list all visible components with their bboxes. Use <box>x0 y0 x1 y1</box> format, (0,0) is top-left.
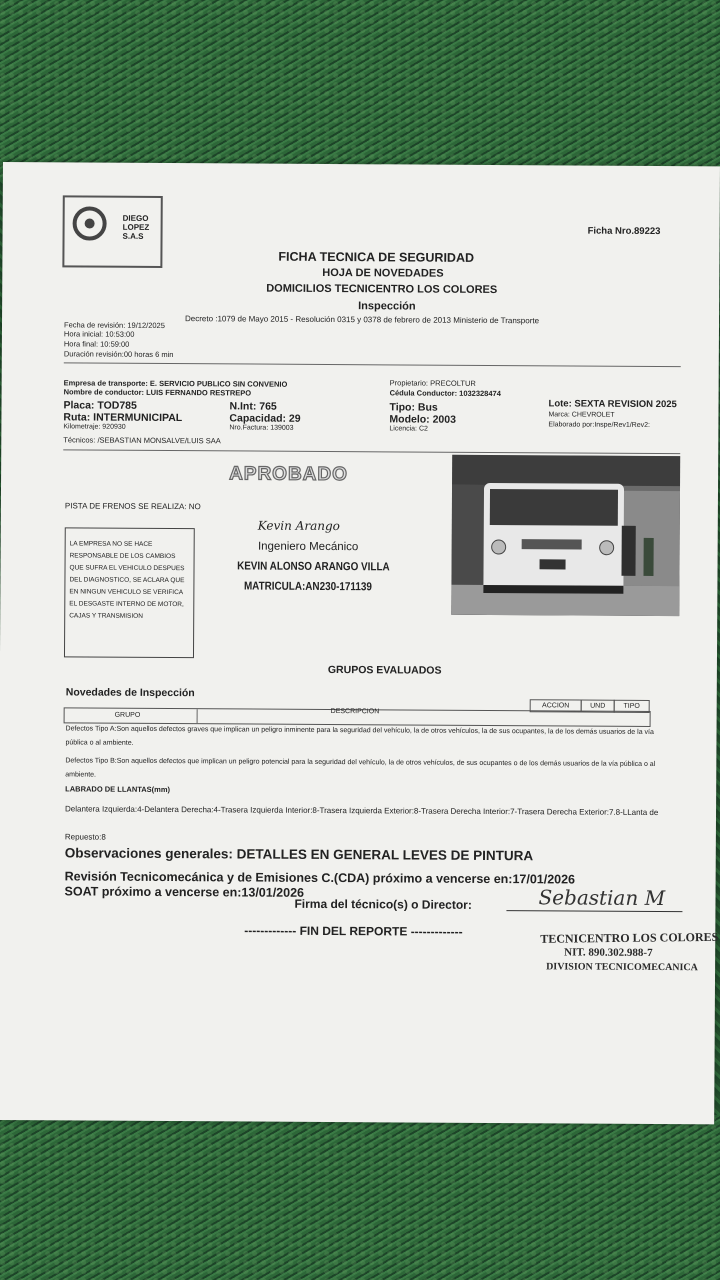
fin-del-reporte: ------------- FIN DEL REPORTE ------------- <box>244 923 463 939</box>
company-stamp-division: DIVISION TECNICOMECANICA <box>546 961 698 974</box>
observaciones-generales: Observaciones generales: DETALLES EN GENERAL LEVES DE PINTURA <box>64 845 534 864</box>
revision-tecnomecanica: Revisión Tecnicomecánica y de Emisiones C.(CDA) próximo a vencerse en:17/01/2026 <box>64 869 576 887</box>
cedula-conductor: Cédula Conductor: 1032328474 <box>389 388 501 399</box>
labrado-llantas-values: Delantera Izquierda:4-Delantera Derecha:4-Trasera Izquierda Interior:8-Trasera Izquierda Exterior:8-Trasera Derecha Interior:7-Trasera Derecha Exterior:7.8-LLanta de Repuesto:8 <box>64 804 659 842</box>
engineer-name: KEVIN ALONSO ARANGO VILLA <box>237 560 390 574</box>
col-tipo: TIPO <box>614 700 650 713</box>
elaborado-por: Elaborado por:Inspe/Rev1/Rev2: <box>548 421 650 429</box>
title-ficha: FICHA TECNICA DE SEGURIDAD <box>278 249 475 265</box>
placa: Placa: TOD785 <box>63 399 137 412</box>
disclaimer-box: LA EMPRESA NO SE HACE RESPONSABLE DE LOS CAMBIOS QUE SUFRA EL VEHICULO DESPUES DEL DIAGNOSTICO, SE ACLARA QUE EN NINGUN VEHICULO SE VERIFICA EL DESGASTE INTERNO DE MOTOR, CAJAS Y TRANSMISION <box>64 527 195 658</box>
hora-final: Hora final: 10:59:00 <box>63 339 130 349</box>
grupos-evaluados-title: GRUPOS EVALUADOS <box>327 663 442 677</box>
approved-stamp: APROBADO <box>229 463 349 486</box>
defectos-tipo-b: Defectos Tipo B:Son aquellos defectos que implican un peligro potencial para la seguridad del vehículo, la de otros vehículos, de sus ocupantes o de los demás usuarios de la vía pública o al ambiente. <box>65 757 656 779</box>
kilometraje: Kilometraje: 920930 <box>63 423 126 431</box>
title-inspeccion: Inspección <box>358 300 416 313</box>
firma-label: Firma del técnico(s) o Director: <box>294 896 472 912</box>
engineer-role: Ingeniero Mecánico <box>257 540 359 554</box>
company-stamp-nit: NIT. 890.302.988-7 <box>564 946 653 959</box>
vehicle-photo <box>451 455 680 616</box>
divider <box>64 362 681 367</box>
document-sheet <box>0 162 720 1124</box>
turf-background-bottom <box>0 1115 720 1280</box>
tecnico-signature: Sebastian M <box>538 885 666 911</box>
col-und: UND <box>581 700 615 713</box>
decreto-text: Decreto :1079 de Mayo 2015 - Resolución 0315 y 0378 de febrero de 2013 Ministerio de Transporte <box>185 314 540 326</box>
ficha-number: Ficha Nro.89223 <box>587 225 661 238</box>
bus-photo-image <box>451 455 680 616</box>
empresa-transporte: Empresa de transporte: E. SERVICIO PUBLICO SIN CONVENIO <box>63 378 288 389</box>
col-descripcion: DESCRIPCION <box>330 708 380 716</box>
company-stamp-name: TECNICENTRO LOS COLORES <box>540 929 719 946</box>
lote: Lote: SEXTA REVISION 2025 <box>548 398 677 411</box>
engineer-signature-block <box>225 518 390 593</box>
soat-vencimiento: SOAT próximo a vencerse en:13/01/2026 <box>64 884 305 900</box>
labrado-llantas-title: LABRADO DE LLANTAS(mm) <box>65 784 171 795</box>
nombre-conductor: Nombre de conductor: LUIS FERNANDO RESTREPO <box>63 387 252 398</box>
col-accion: ACCION <box>530 699 582 712</box>
logo-text: DIEGO LOPEZ S.A.S <box>122 213 150 241</box>
firma-line <box>506 910 682 912</box>
numero-factura: Nro.Factura: 139003 <box>229 424 294 432</box>
modelo: Modelo: 2003 <box>389 413 457 426</box>
hora-inicial: Hora inicial: 10:53:00 <box>63 329 135 339</box>
tire-icon <box>73 206 107 240</box>
pista-frenos: PISTA DE FRENOS SE REALIZA: NO <box>64 501 201 512</box>
licencia: Licencia: C2 <box>389 425 428 433</box>
company-logo <box>62 195 162 268</box>
marca: Marca: CHEVROLET <box>548 411 615 419</box>
propietario: Propietario: PRECOLTUR <box>389 378 476 388</box>
duracion-revision: Duración revisión:00 horas 6 min <box>63 349 174 360</box>
divider <box>63 449 680 454</box>
defectos-tipo-a: Defectos Tipo A:Son aquellos defectos graves que implican un peligro inminente para la seguridad del vehículo, la de otros vehículos, la de sus ocupantes, la de los demás usuarios de la vía pública o al ambiente. <box>65 725 654 747</box>
engineer-matricula: MATRICULA:AN230-171139 <box>243 580 372 594</box>
ruta: Ruta: INTERMUNICIPAL <box>63 411 183 425</box>
col-grupo: GRUPO <box>114 711 141 719</box>
title-domicilios: DOMICILIOS TECNICENTRO LOS COLORES <box>266 282 498 297</box>
turf-background-top <box>0 0 720 180</box>
capacidad: Capacidad: 29 <box>229 412 301 425</box>
title-hoja: HOJA DE NOVEDADES <box>322 266 444 280</box>
engineer-signature: Kevin Arango <box>257 518 340 534</box>
numero-interno: N.Int: 765 <box>229 400 277 413</box>
tipo-vehiculo: Tipo: Bus <box>389 401 438 414</box>
tecnicos: Técnicos: /SEBASTIAN MONSALVE/LUIS SAA <box>63 435 221 446</box>
fecha-revision: Fecha de revisión: 19/12/2025 <box>63 320 165 330</box>
novedades-title: Novedades de Inspección <box>65 686 195 700</box>
